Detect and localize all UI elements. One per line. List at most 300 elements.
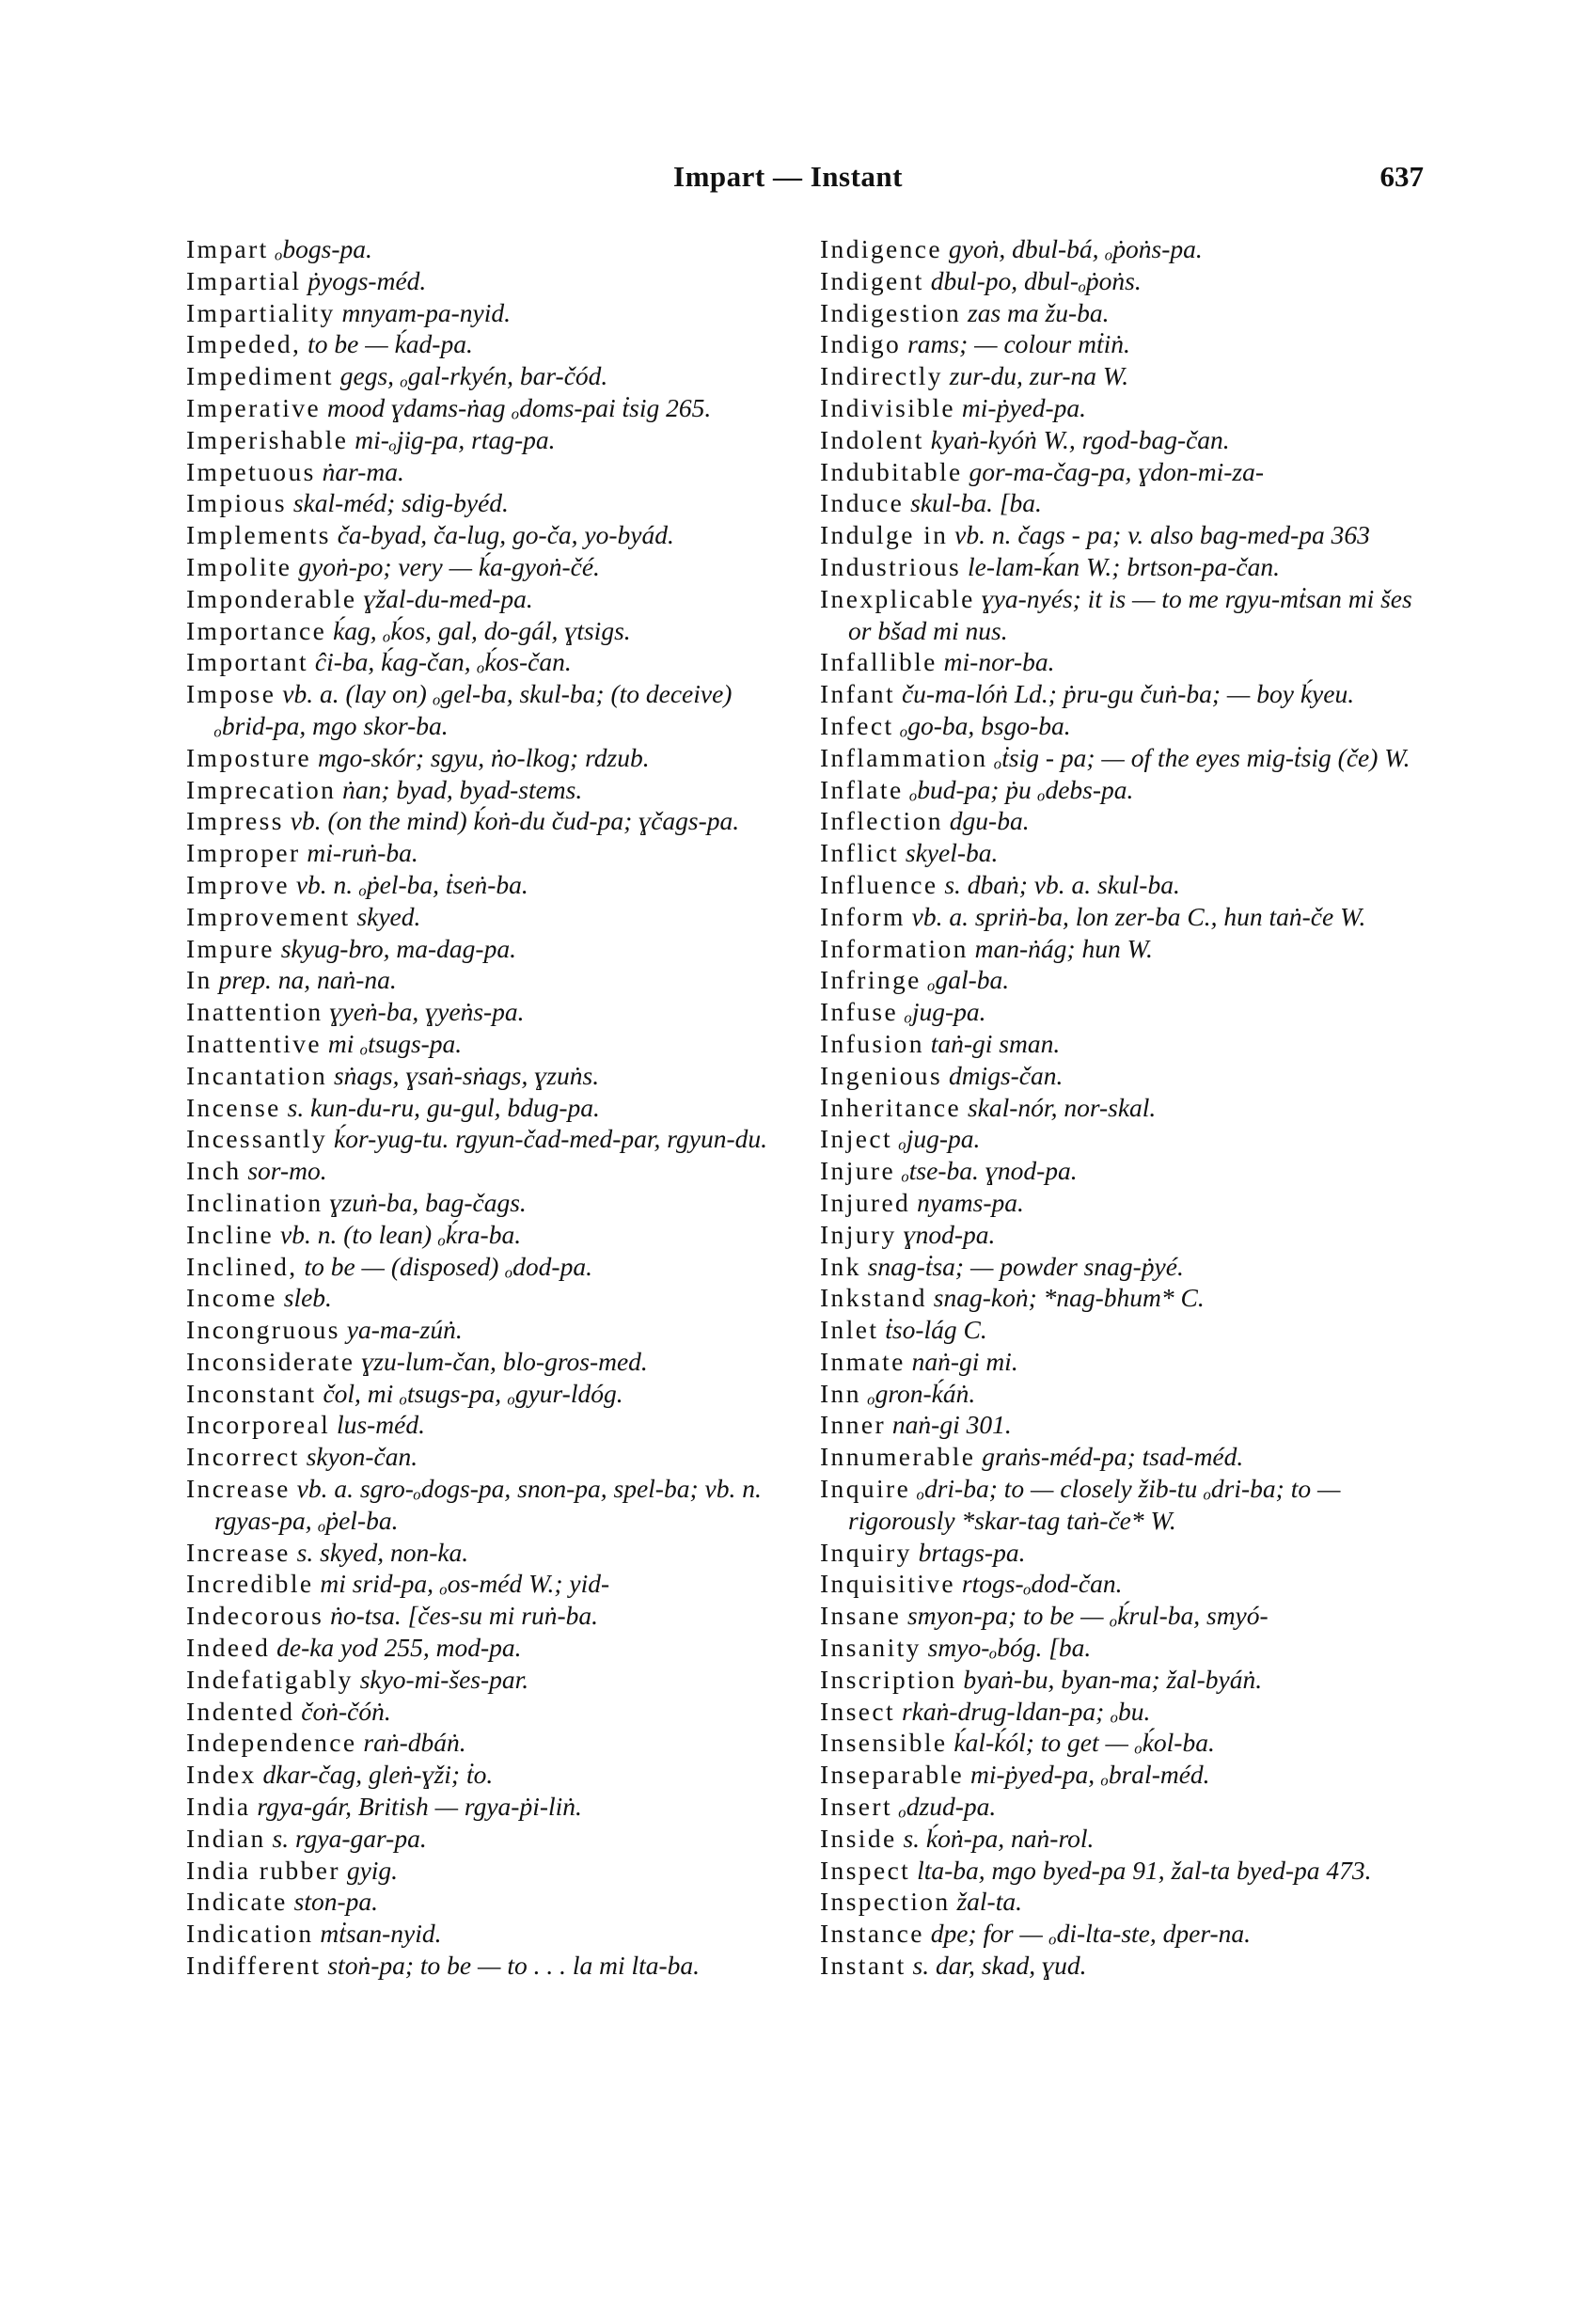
entry-translation: brtags-pa. (911, 1537, 1026, 1567)
entry-translation: vb. a. sgro-ₒdogs-pa, snon-pa, spel-ba; vb. n. rgyas-pa, ₒṗel-ba. (214, 1474, 762, 1535)
dictionary-entry (820, 1378, 1422, 1410)
entry-headword: Incongruous (186, 1315, 340, 1345)
entry-headword: In (186, 965, 213, 995)
dictionary-entry (820, 1219, 1422, 1251)
entry-headword: Increase (186, 1474, 291, 1504)
entry-translation: žal-ta. (950, 1887, 1022, 1917)
dictionary-entry (186, 519, 788, 551)
entry-translation: mi-nor-ba. (937, 647, 1055, 677)
entry-headword: Inattention (186, 997, 323, 1027)
entry-translation: skal-méd; sdig-byéd. (286, 488, 509, 518)
entry-translation: ḱor-yug-tu. rgyun-čad-med-par, rgyun-du. (327, 1124, 767, 1154)
entry-headword: Inclination (186, 1187, 323, 1217)
entry-translation: vb. n. čags - pa; v. also bag-med-pa 363 (948, 520, 1370, 550)
dictionary-entry (186, 360, 788, 392)
entry-headword: Incessantly (186, 1124, 328, 1154)
entry-headword: Inspection (820, 1887, 951, 1917)
dictionary-entry (186, 1791, 788, 1823)
entry-translation: ₒjug-pa. (898, 997, 986, 1027)
entry-translation: lus-méd. (330, 1410, 425, 1440)
dictionary-entry (186, 1568, 788, 1600)
dictionary-entry (820, 1823, 1422, 1855)
entry-translation: skyo-mi-šes-par. (353, 1664, 529, 1694)
entry-translation: ya-ma-zúṅ. (339, 1315, 463, 1345)
dictionary-entry (186, 678, 788, 742)
dictionary-entry (186, 392, 788, 424)
dictionary-entry (820, 1028, 1422, 1060)
entry-headword: Impart (186, 234, 269, 263)
dictionary-entry (186, 1886, 788, 1918)
entry-translation: s. dar, skad, ɣud. (906, 1951, 1087, 1981)
entry-headword: Indigence (820, 234, 943, 263)
entry-headword: Inner (820, 1410, 887, 1440)
dictionary-entry (820, 360, 1422, 392)
entry-headword: Indolent (820, 424, 924, 454)
entry-translation: dbul-po, dbul-ₒṗoṅs. (923, 265, 1142, 295)
entry-headword: Ingenious (820, 1060, 943, 1090)
entry-translation: s. kun-du-ru, gu-gul, bdug-pa. (280, 1092, 600, 1122)
entry-translation: ča-byad, ča-lug, go-ča, yo-byád. (330, 520, 674, 550)
entry-headword: Insert (820, 1792, 893, 1822)
dictionary-entry (820, 996, 1422, 1028)
entry-headword: Indecorous (186, 1601, 324, 1631)
entry-headword: Inscription (820, 1664, 957, 1694)
dictionary-entry (186, 456, 788, 488)
entry-translation: zas ma žu-ba. (961, 297, 1110, 327)
dictionary-entry (820, 1155, 1422, 1187)
dictionary-entry (186, 328, 788, 360)
entry-translation: rtogs-ₒdod-čan. (955, 1569, 1123, 1599)
entry-translation: ɣzuṅ-ba, bag-čags. (323, 1187, 527, 1217)
dictionary-entry (820, 964, 1422, 996)
dictionary-entry (186, 1346, 788, 1378)
entry-headword: Injury (820, 1219, 897, 1249)
entry-headword: Indivisible (820, 392, 956, 422)
entry-headword: Inheritance (820, 1092, 962, 1122)
dictionary-entry (820, 1727, 1422, 1759)
entry-headword: Inn (820, 1378, 861, 1408)
dictionary-entry (820, 1855, 1422, 1887)
dictionary-entry (186, 297, 788, 329)
entry-translation: rkaṅ-drug-ldan-pa; ₒbu. (895, 1696, 1151, 1726)
entry-headword: Infant (820, 679, 896, 709)
dictionary-entry (820, 678, 1422, 710)
dictionary-entry (186, 1473, 788, 1537)
dictionary-entry (820, 1568, 1422, 1600)
dictionary-entry (820, 1950, 1422, 1982)
entry-translation: gor-ma-čag-pa, ɣdon-mi-za- (962, 456, 1264, 486)
entry-headword: Improvement (186, 901, 351, 931)
entry-translation: ₒgron-ḱáṅ. (860, 1378, 976, 1408)
dictionary-entry (820, 265, 1422, 297)
dictionary-entry (186, 1855, 788, 1887)
entry-translation: kyaṅ-kyóṅ W., rgod-bag-čan. (923, 424, 1230, 454)
entry-translation: dmigs-čan. (942, 1060, 1064, 1090)
left-column (186, 233, 788, 1982)
dictionary-entry (820, 1696, 1422, 1728)
entry-headword: Impure (186, 933, 275, 963)
entry-headword: India (186, 1792, 251, 1822)
entry-translation: dpe; for — ₒdi-lta-ste, dper-na. (923, 1919, 1252, 1949)
entry-translation: zur-du, zur-na W. (942, 361, 1129, 391)
dictionary-entry (820, 1251, 1422, 1283)
page-number: 637 (1379, 160, 1424, 193)
entry-headword: Incorrect (186, 1442, 300, 1472)
entry-translation: to be — (disposed) ₒdod-pa. (297, 1251, 592, 1281)
entry-translation: gyig. (339, 1855, 399, 1885)
entry-headword: Inject (820, 1124, 893, 1154)
entry-translation: skul-ba. [ba. (904, 488, 1042, 518)
entry-translation: ɣzu-lum-čan, blo-gros-med. (355, 1346, 648, 1376)
entry-translation: ₒdri-ba; to — closely žib-tu ₒdri-ba; to — rigorously *skar-tag taṅ-če* W. (848, 1474, 1341, 1535)
entry-headword: Induce (820, 488, 905, 518)
entry-headword: Inflate (820, 774, 904, 804)
entry-translation: sleb. (276, 1283, 332, 1313)
entry-headword: Improper (186, 838, 301, 868)
entry-headword: Inflict (820, 838, 899, 868)
entry-headword: Independence (186, 1728, 357, 1758)
entry-headword: Inquiry (820, 1537, 912, 1567)
dictionary-entry (820, 1314, 1422, 1346)
dictionary-entry (186, 1918, 788, 1950)
entry-translation: čoṅ-čóṅ. (294, 1696, 391, 1726)
entry-translation: ₒgo-ba, bsgo-ba. (893, 710, 1071, 740)
entry-translation: raṅ-dbáṅ. (356, 1728, 466, 1758)
entry-translation: vb. n. (to lean) ₒḱra-ba. (274, 1219, 522, 1249)
entry-translation: ṅar-ma. (315, 456, 404, 486)
dictionary-entry (820, 297, 1422, 329)
entry-headword: Inform (820, 901, 906, 931)
dictionary-entry (186, 933, 788, 965)
dictionary-entry (820, 1409, 1422, 1441)
entry-headword: Injure (820, 1156, 896, 1186)
dictionary-entry (820, 805, 1422, 837)
dictionary-entry (820, 1282, 1422, 1314)
entry-headword: Injured (820, 1187, 911, 1217)
dictionary-entry (186, 583, 788, 615)
entry-translation: ḱag, ₒḱos, gal, do-gál, ɣtsigs. (326, 615, 631, 645)
entry-headword: Impress (186, 806, 284, 836)
entry-translation: naṅ-gi 301. (886, 1410, 1012, 1440)
entry-translation: gyoṅ-po; very — ḱa-gyoṅ-čé. (292, 551, 600, 581)
dictionary-entry (820, 392, 1422, 424)
dictionary-entry (186, 901, 788, 933)
entry-headword: Inconsiderate (186, 1346, 355, 1376)
entry-headword: Indicate (186, 1887, 288, 1917)
entry-headword: Indigo (820, 329, 902, 359)
entry-translation: gegs, ₒgal-rkyén, bar-čód. (333, 361, 608, 391)
entry-translation: taṅ-gi sman. (923, 1028, 1061, 1058)
entry-headword: Incredible (186, 1569, 314, 1599)
entry-translation: ṗyogs-méd. (301, 265, 427, 295)
entry-translation: ɣnod-pa. (896, 1219, 996, 1249)
dictionary-entry (820, 1123, 1422, 1155)
entry-headword: Infect (820, 710, 894, 740)
entry-headword: Instance (820, 1919, 924, 1949)
entry-translation: ₒtse-ba. ɣnod-pa. (895, 1156, 1078, 1186)
dictionary-entry (186, 1950, 788, 1982)
entry-translation: rams; — colour mṫiṅ. (901, 329, 1130, 359)
entry-translation: snag-ṫsa; — powder snag-ṗyé. (860, 1251, 1184, 1281)
entry-headword: Indubitable (820, 456, 963, 486)
dictionary-entry (186, 1696, 788, 1728)
entry-headword: Incantation (186, 1060, 328, 1090)
entry-headword: Indirectly (820, 361, 943, 391)
dictionary-entry (820, 1537, 1422, 1569)
entry-headword: Imperative (186, 392, 322, 422)
entry-headword: Incline (186, 1219, 275, 1249)
entry-headword: Infallible (820, 647, 938, 677)
dictionary-entry (820, 710, 1422, 742)
entry-headword: Implements (186, 520, 331, 550)
dictionary-entry (820, 933, 1422, 965)
entry-headword: Indigestion (820, 297, 962, 327)
entry-headword: Inch (186, 1156, 242, 1186)
dictionary-entry (186, 1187, 788, 1219)
entry-headword: Inside (820, 1823, 897, 1853)
entry-translation: ṅo-tsa. [čes-su mi ruṅ-ba. (323, 1601, 598, 1631)
entry-headword: Income (186, 1283, 277, 1313)
entry-headword: Ink (820, 1251, 861, 1281)
entry-headword: Indian (186, 1823, 266, 1853)
entry-headword: Insensible (820, 1728, 948, 1758)
entry-translation: snag-koṅ; *nag-bhum* C. (926, 1283, 1205, 1313)
entry-headword: Impious (186, 488, 287, 518)
entry-translation: stoṅ-pa; to be — to . . . la mi lta-ba. (321, 1951, 701, 1981)
entry-translation: skyon-čan. (299, 1442, 418, 1472)
dictionary-entry (820, 646, 1422, 678)
dictionary-entry (186, 1060, 788, 1092)
dictionary-entry (820, 1441, 1422, 1473)
entry-headword: Indication (186, 1919, 314, 1949)
entry-headword: Instant (820, 1951, 906, 1981)
entry-headword: Imperishable (186, 424, 349, 454)
entry-headword: Inspect (820, 1855, 911, 1885)
entry-headword: Imposture (186, 742, 312, 772)
entry-headword: Infusion (820, 1028, 924, 1058)
entry-headword: Inflection (820, 806, 943, 836)
entry-translation: ɣžal-du-med-pa. (356, 583, 533, 613)
entry-headword: Industrious (820, 551, 962, 581)
entry-headword: Indifferent (186, 1951, 322, 1981)
entry-translation: mood ɣdams-ṅag ₒdoms-pai ṫsig 265. (321, 392, 712, 422)
entry-headword: Infringe (820, 965, 922, 995)
dictionary-entry (820, 583, 1422, 647)
entry-translation: to be — ḱad-pa. (301, 329, 473, 359)
entry-translation: vb. a. spriṅ-ba, lon zer-ba C., hun taṅ-če W. (905, 901, 1366, 931)
entry-translation: smyon-pa; to be — ₒḱrul-ba, smyó- (901, 1601, 1269, 1631)
entry-headword: Impose (186, 679, 276, 709)
entry-translation: ṅan; byad, byad-stems. (336, 774, 583, 804)
dictionary-entry (186, 1028, 788, 1060)
entry-translation: mi srid-pa, ₒos-méd W.; yid- (313, 1569, 610, 1599)
entry-headword: Inclined, (186, 1251, 298, 1281)
dictionary-entry (186, 1759, 788, 1791)
entry-translation: ₒdzud-pa. (892, 1792, 997, 1822)
entry-headword: Incense (186, 1092, 281, 1122)
entry-headword: Inmate (820, 1346, 906, 1376)
dictionary-entry (186, 996, 788, 1028)
dictionary-entry (186, 1727, 788, 1759)
dictionary-entry (186, 1664, 788, 1696)
entry-headword: Imponderable (186, 583, 357, 613)
dictionary-entry (186, 1251, 788, 1283)
dictionary-entry (186, 1219, 788, 1251)
entry-translation: graṅs-méd-pa; tsad-méd. (975, 1442, 1244, 1472)
entry-translation: nyams-pa. (910, 1187, 1024, 1217)
dictionary-entry (186, 1441, 788, 1473)
dictionary-entry (820, 1187, 1422, 1219)
dictionary-entry (186, 774, 788, 806)
dictionary-entry (186, 1409, 788, 1441)
entry-headword: Inattentive (186, 1028, 322, 1058)
entry-translation: ston-pa. (287, 1887, 379, 1917)
entry-translation: mnyam-pa-nyid. (335, 297, 511, 327)
entry-headword: Innumerable (820, 1442, 976, 1472)
entry-headword: Inquisitive (820, 1569, 956, 1599)
entry-translation: ɣyeṅ-ba, ɣyeṅs-pa. (323, 997, 525, 1027)
entry-translation: le-lam-ḱan W.; brtson-pa-čan. (961, 551, 1281, 581)
entry-translation: s. ḱoṅ-pa, naṅ-rol. (896, 1823, 1095, 1853)
entry-translation: mi ₒtsugs-pa. (322, 1028, 463, 1058)
entry-translation: čol, mi ₒtsugs-pa, ₒgyur-ldóg. (316, 1378, 623, 1408)
entry-headword: Index (186, 1760, 257, 1790)
entry-translation: s. skyed, non-ka. (290, 1537, 469, 1567)
entry-translation: ɣya-nyés; it is — to me rgyu-mṫsan mi šes or bšad mi nus. (848, 583, 1412, 645)
dictionary-entry (186, 1823, 788, 1855)
entry-translation: ču-ma-lóṅ Ld.; ṗru-gu čuṅ-ba; — boy ḱyeu. (895, 679, 1355, 709)
dictionary-entry (186, 265, 788, 297)
entry-headword: Inlet (820, 1315, 879, 1345)
entry-translation: naṅ-gi mi. (905, 1346, 1018, 1376)
entry-headword: Impediment (186, 361, 334, 391)
dictionary-entry (820, 837, 1422, 869)
dictionary-entry (186, 964, 788, 996)
dictionary-entry (820, 1473, 1422, 1537)
dictionary-entry (186, 1600, 788, 1632)
entry-headword: Inquire (820, 1474, 911, 1504)
dictionary-entry (186, 551, 788, 583)
dictionary-entry (186, 1378, 788, 1410)
dictionary-entry (186, 233, 788, 265)
entry-headword: Indefatigably (186, 1664, 354, 1694)
dictionary-entry (820, 487, 1422, 519)
entry-headword: Inseparable (820, 1760, 965, 1790)
entry-headword: Impartiality (186, 297, 336, 327)
dictionary-entry (820, 1759, 1422, 1791)
entry-translation: vb. a. (lay on) ₒgel-ba, skul-ba; (to deceive) ₒbrid-pa, mgo skor-ba. (214, 679, 733, 740)
entry-headword: Infuse (820, 997, 899, 1027)
entry-headword: Important (186, 647, 309, 677)
dictionary-entry (186, 615, 788, 647)
entry-translation: byaṅ-bu, byan-ma; žal-byáṅ. (956, 1664, 1263, 1694)
dictionary-entry (186, 646, 788, 678)
entry-headword: Indeed (186, 1633, 271, 1663)
dictionary-entry (186, 1155, 788, 1187)
dictionary-entry (820, 901, 1422, 933)
entry-translation: vb. n. ₒṗel-ba, ṫseṅ-ba. (289, 869, 528, 899)
dictionary-entry (820, 1600, 1422, 1632)
entry-translation: skal-nór, nor-skal. (961, 1092, 1157, 1122)
dictionary-entry (820, 1060, 1422, 1092)
dictionary-entry (820, 1092, 1422, 1124)
entry-translation: s. dbaṅ; vb. a. skul-ba. (938, 869, 1180, 899)
entry-translation: skyug-bro, ma-dag-pa. (274, 933, 516, 963)
entry-translation: rgya-gár, British — rgya-ṗi-liṅ. (250, 1792, 582, 1822)
entry-headword: Incorporeal (186, 1410, 331, 1440)
entry-translation: mi-ruṅ-ba. (300, 838, 418, 868)
dictionary-entry (186, 742, 788, 774)
entry-translation: ₒgal-ba. (921, 965, 1010, 995)
dictionary-entry (820, 456, 1422, 488)
entry-translation: ḱal-ḱól; to get — ₒḱol-ba. (947, 1728, 1215, 1758)
entry-translation: s. rgya-gar-pa. (265, 1823, 427, 1853)
entry-headword: Insanity (820, 1633, 922, 1663)
entry-headword: Impartial (186, 265, 302, 295)
entry-headword: Inexplicable (820, 583, 975, 613)
entry-translation: mi-ₒjig-pa, rtag-pa. (348, 424, 556, 454)
entry-headword: Insect (820, 1696, 896, 1726)
entry-headword: Insane (820, 1601, 902, 1631)
entry-headword: Impeded, (186, 329, 302, 359)
entry-headword: Imprecation (186, 774, 337, 804)
entry-translation: ₒjug-pa. (892, 1124, 981, 1154)
entry-translation: dkar-čag, gleṅ-ɣži; ṫo. (256, 1760, 494, 1790)
dictionary-entry (186, 1282, 788, 1314)
dictionary-entry (186, 1123, 788, 1155)
entry-translation: ṫso-lág C. (878, 1315, 987, 1345)
entry-translation: sor-mo. (241, 1156, 327, 1186)
dictionary-entry (186, 1632, 788, 1664)
dictionary-entry (820, 774, 1422, 806)
dictionary-entry (820, 742, 1422, 774)
dictionary-entry (186, 805, 788, 837)
dictionary-entry (186, 1092, 788, 1124)
running-title: Impart — Instant (673, 160, 903, 193)
entry-headword: Indulge in (820, 520, 949, 550)
entry-translation: prep. na, naṅ-na. (212, 965, 397, 995)
entry-headword: Inconstant (186, 1378, 317, 1408)
dictionary-entry (820, 1664, 1422, 1696)
entry-headword: Impolite (186, 551, 292, 581)
dictionary-entry (186, 1537, 788, 1569)
dictionary-entry (820, 1346, 1422, 1378)
entry-translation: mi-ṗyed-pa. (955, 392, 1087, 422)
entry-translation: dgu-ba. (942, 806, 1030, 836)
dictionary-entry (186, 487, 788, 519)
dictionary-entry (186, 1314, 788, 1346)
entry-headword: Improve (186, 869, 290, 899)
entry-headword: Influence (820, 869, 938, 899)
entry-headword: Inflammation (820, 742, 988, 772)
entry-headword: Information (820, 933, 969, 963)
entry-headword: Indented (186, 1696, 295, 1726)
entry-headword: Indigent (820, 265, 924, 295)
dictionary-entry (820, 233, 1422, 265)
right-column (820, 233, 1422, 1982)
entry-translation: ₒbud-pa; ṗu ₒdebs-pa. (903, 774, 1134, 804)
entry-translation: mi-ṗyed-pa, ₒbral-méd. (964, 1760, 1210, 1790)
entry-translation: mgo-skór; sgyu, ṅo-lkog; rdzub. (311, 742, 650, 772)
entry-translation: ĉi-ba, ḱag-čan, ₒḱos-čan. (308, 647, 572, 677)
dictionary-entry (820, 1886, 1422, 1918)
dictionary-entry (820, 1918, 1422, 1950)
entry-headword: Increase (186, 1537, 291, 1567)
entry-headword: Impetuous (186, 456, 316, 486)
dictionary-entry (186, 424, 788, 456)
dictionary-entry (820, 1791, 1422, 1823)
dictionary-entry (186, 837, 788, 869)
